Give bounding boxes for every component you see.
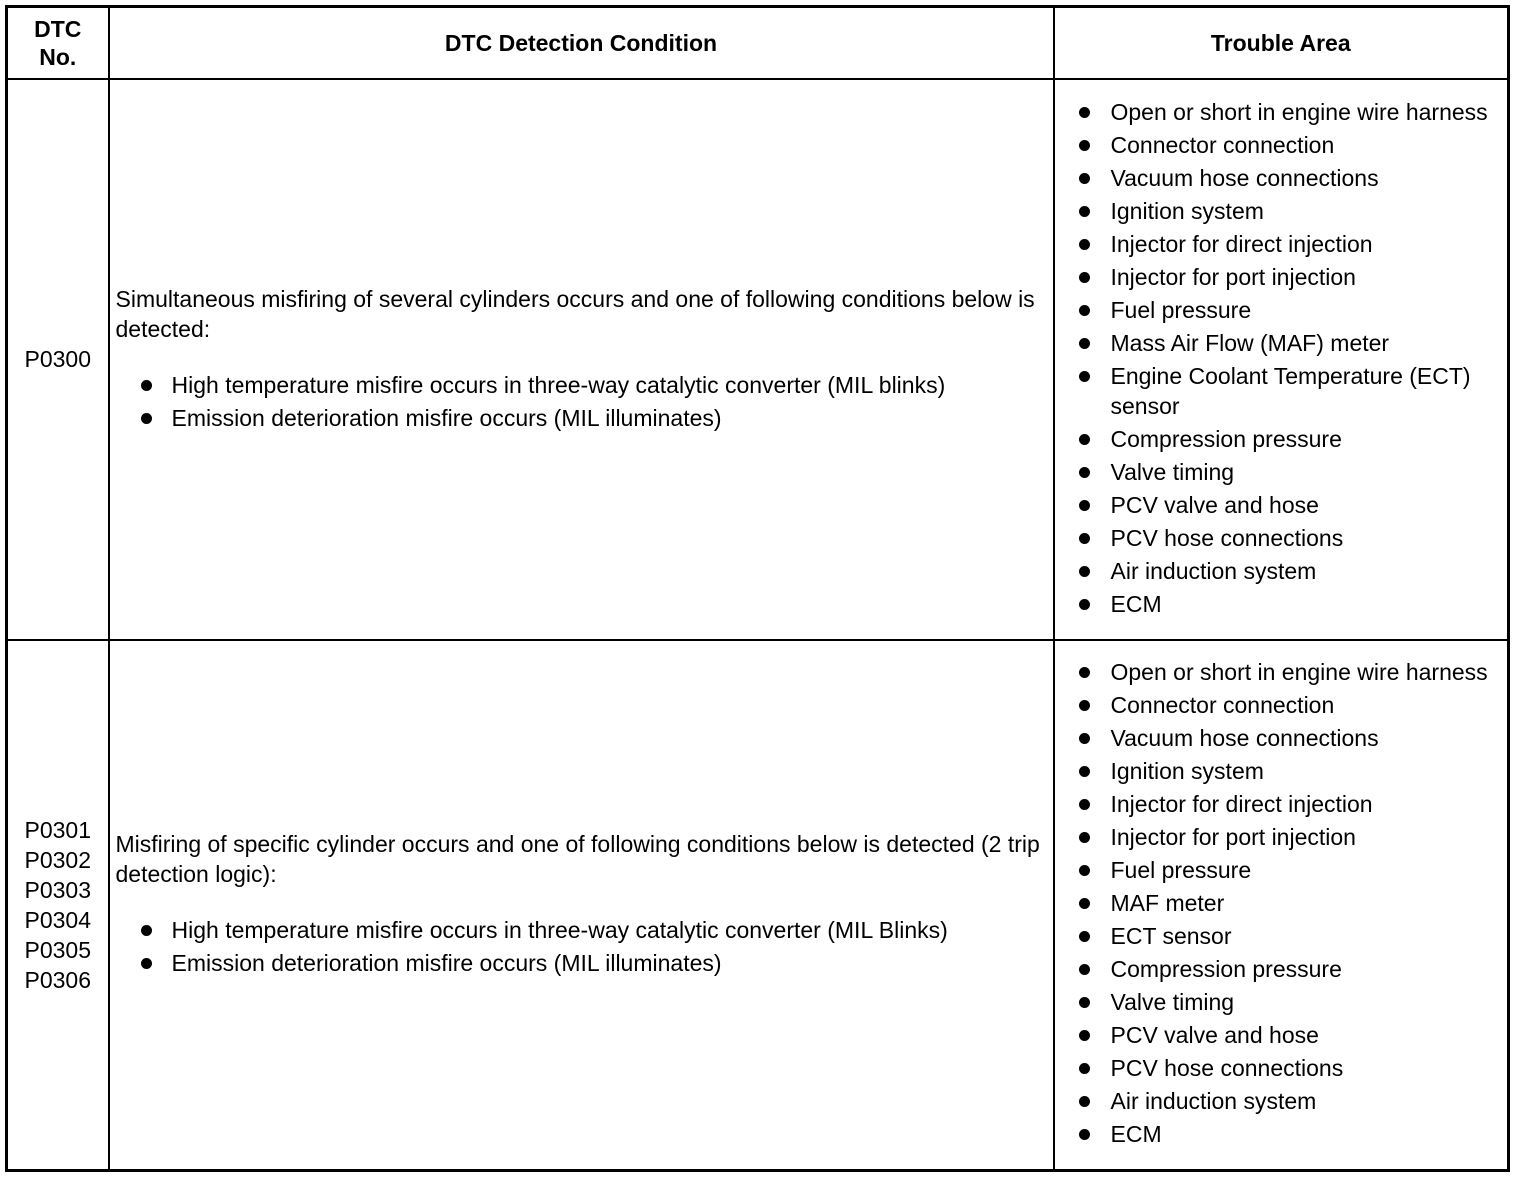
- detection-condition-cell: [109, 640, 1054, 1171]
- trouble-area-text: ECT sensor: [1110, 923, 1232, 950]
- detection-condition-cell: [109, 79, 1054, 640]
- bullet-icon: [1079, 371, 1090, 382]
- trouble-area-text: Compression pressure: [1110, 425, 1342, 452]
- trouble-area-text: Air induction system: [1110, 1088, 1317, 1115]
- list-item: [1079, 822, 1500, 852]
- dtc-code: P0301: [24, 816, 91, 843]
- bullet-icon: [1079, 500, 1090, 511]
- dtc-code: P0306: [24, 966, 91, 993]
- bullet-icon: [1079, 964, 1090, 975]
- list-item: [1079, 490, 1500, 520]
- bullet-icon: [1079, 799, 1090, 810]
- list-item: [1079, 556, 1500, 586]
- trouble-area-text: Vacuum hose connections: [1110, 164, 1379, 191]
- dtc-code-cell: [7, 79, 109, 640]
- trouble-area-text: ECM: [1110, 1121, 1162, 1148]
- trouble-area-list: [1079, 97, 1500, 619]
- bullet-icon: [141, 413, 152, 424]
- dtc-code: P0300: [24, 346, 91, 372]
- list-item: [1079, 1020, 1500, 1050]
- trouble-area-text: Injector for direct injection: [1110, 791, 1373, 818]
- condition-list: [116, 369, 1043, 435]
- list-item: [1079, 1053, 1500, 1083]
- list-item: [1079, 657, 1500, 687]
- list-item: [1079, 789, 1500, 819]
- bullet-icon: [1079, 434, 1090, 445]
- bullet-icon: [1079, 865, 1090, 876]
- trouble-area-text: Air induction system: [1110, 557, 1317, 584]
- condition-list: [116, 914, 1043, 980]
- bullet-icon: [1079, 239, 1090, 250]
- dtc-code: P0305: [24, 936, 91, 963]
- trouble-area-text: Connector connection: [1110, 131, 1335, 158]
- list-item: [1079, 987, 1500, 1017]
- list-item: [1079, 295, 1500, 325]
- bullet-icon: [1079, 1129, 1090, 1140]
- list-item: [1079, 163, 1500, 193]
- condition-text: Misfiring of specific cylinder occurs and one of following conditions below is detected (2 trip detection logic):: [115, 831, 1040, 888]
- trouble-area-text: Ignition system: [1110, 758, 1264, 785]
- list-item: [141, 402, 1043, 435]
- bullet-icon: [1079, 107, 1090, 118]
- dtc-code: P0304: [24, 906, 91, 933]
- bullet-icon: [1079, 832, 1090, 843]
- list-item: [1079, 1086, 1500, 1116]
- bullet-icon: [1079, 1063, 1090, 1074]
- list-item: [1079, 328, 1500, 358]
- bullet-icon: [141, 958, 152, 969]
- list-item: [1079, 229, 1500, 259]
- trouble-area-text: Valve timing: [1110, 458, 1235, 485]
- list-item: [1079, 888, 1500, 918]
- bullet-icon: [1079, 338, 1090, 349]
- bullet-icon: [1079, 467, 1090, 478]
- bullet-icon: [1079, 1030, 1090, 1041]
- dtc-code: P0302: [24, 846, 91, 873]
- bullet-icon: [1079, 766, 1090, 777]
- bullet-icon: [1079, 272, 1090, 283]
- trouble-area-text: PCV hose connections: [1110, 1055, 1344, 1082]
- list-item: [1079, 130, 1500, 160]
- trouble-area-text: Ignition system: [1110, 197, 1264, 224]
- trouble-area-text: ECM: [1110, 590, 1162, 617]
- dtc-code: P0303: [24, 876, 91, 903]
- header-trouble-area: Trouble Area: [1054, 7, 1509, 79]
- trouble-area-text: Engine Coolant Temperature (ECT) sensor: [1110, 362, 1471, 419]
- trouble-area-text: Injector for port injection: [1110, 263, 1356, 290]
- trouble-area-cell: [1054, 640, 1509, 1171]
- trouble-area-cell: [1054, 79, 1509, 640]
- trouble-area-text: Fuel pressure: [1110, 296, 1252, 323]
- list-item: [1079, 361, 1500, 421]
- table-row: [7, 79, 1509, 640]
- bullet-icon: [141, 380, 152, 391]
- list-item: [1079, 723, 1500, 753]
- trouble-area-text: Valve timing: [1110, 989, 1235, 1016]
- dtc-table: [5, 5, 1510, 1172]
- bullet-icon: [1079, 206, 1090, 217]
- list-item: [1079, 855, 1500, 885]
- list-item: [1079, 756, 1500, 786]
- list-item: [1079, 921, 1500, 951]
- trouble-area-text: PCV valve and hose: [1110, 1022, 1319, 1049]
- list-item: [141, 369, 1043, 402]
- bullet-icon: [1079, 173, 1090, 184]
- condition-bullet-text: High temperature misfire occurs in three-way catalytic converter (MIL blinks): [171, 371, 946, 398]
- bullet-icon: [1079, 898, 1090, 909]
- trouble-area-text: Compression pressure: [1110, 956, 1342, 983]
- bullet-icon: [141, 925, 152, 936]
- bullet-icon: [1079, 566, 1090, 577]
- bullet-icon: [1079, 533, 1090, 544]
- trouble-area-text: PCV valve and hose: [1110, 491, 1319, 518]
- trouble-area-text: Connector connection: [1110, 692, 1335, 719]
- trouble-area-list: [1079, 657, 1500, 1149]
- list-item: [1079, 1119, 1500, 1149]
- trouble-area-text: Open or short in engine wire harness: [1110, 98, 1488, 125]
- header-row: [7, 7, 1509, 79]
- list-item: [1079, 424, 1500, 454]
- condition-text: Simultaneous misfiring of several cylinders occurs and one of following conditions below is detected:: [115, 285, 1035, 342]
- bullet-icon: [1079, 1096, 1090, 1107]
- bullet-icon: [1079, 931, 1090, 942]
- list-item: [1079, 97, 1500, 127]
- condition-bullet-text: High temperature misfire occurs in three-way catalytic converter (MIL Blinks): [171, 917, 948, 944]
- trouble-area-text: Mass Air Flow (MAF) meter: [1110, 329, 1390, 356]
- bullet-icon: [1079, 733, 1090, 744]
- list-item: [1079, 262, 1500, 292]
- header-detection-condition: DTC Detection Condition: [109, 7, 1054, 79]
- dtc-code-cell: [7, 640, 109, 1171]
- trouble-area-text: Vacuum hose connections: [1110, 725, 1379, 752]
- list-item: [1079, 690, 1500, 720]
- trouble-area-text: Open or short in engine wire harness: [1110, 659, 1488, 686]
- condition-bullet-text: Emission deterioration misfire occurs (MIL illuminates): [171, 950, 722, 977]
- list-item: [141, 947, 1043, 980]
- trouble-area-text: Injector for port injection: [1110, 824, 1356, 851]
- list-item: [1079, 196, 1500, 226]
- trouble-area-text: Fuel pressure: [1110, 857, 1252, 884]
- bullet-icon: [1079, 667, 1090, 678]
- list-item: [141, 914, 1043, 947]
- list-item: [1079, 523, 1500, 553]
- trouble-area-text: PCV hose connections: [1110, 524, 1344, 551]
- list-item: [1079, 589, 1500, 619]
- bullet-icon: [1079, 997, 1090, 1008]
- bullet-icon: [1079, 599, 1090, 610]
- bullet-icon: [1079, 140, 1090, 151]
- list-item: [1079, 457, 1500, 487]
- table-row: [7, 640, 1509, 1171]
- condition-bullet-text: Emission deterioration misfire occurs (MIL illuminates): [171, 404, 722, 431]
- bullet-icon: [1079, 700, 1090, 711]
- trouble-area-text: Injector for direct injection: [1110, 230, 1373, 257]
- bullet-icon: [1079, 305, 1090, 316]
- list-item: [1079, 954, 1500, 984]
- trouble-area-text: MAF meter: [1110, 890, 1225, 917]
- header-dtc-no: DTC No.: [7, 7, 109, 79]
